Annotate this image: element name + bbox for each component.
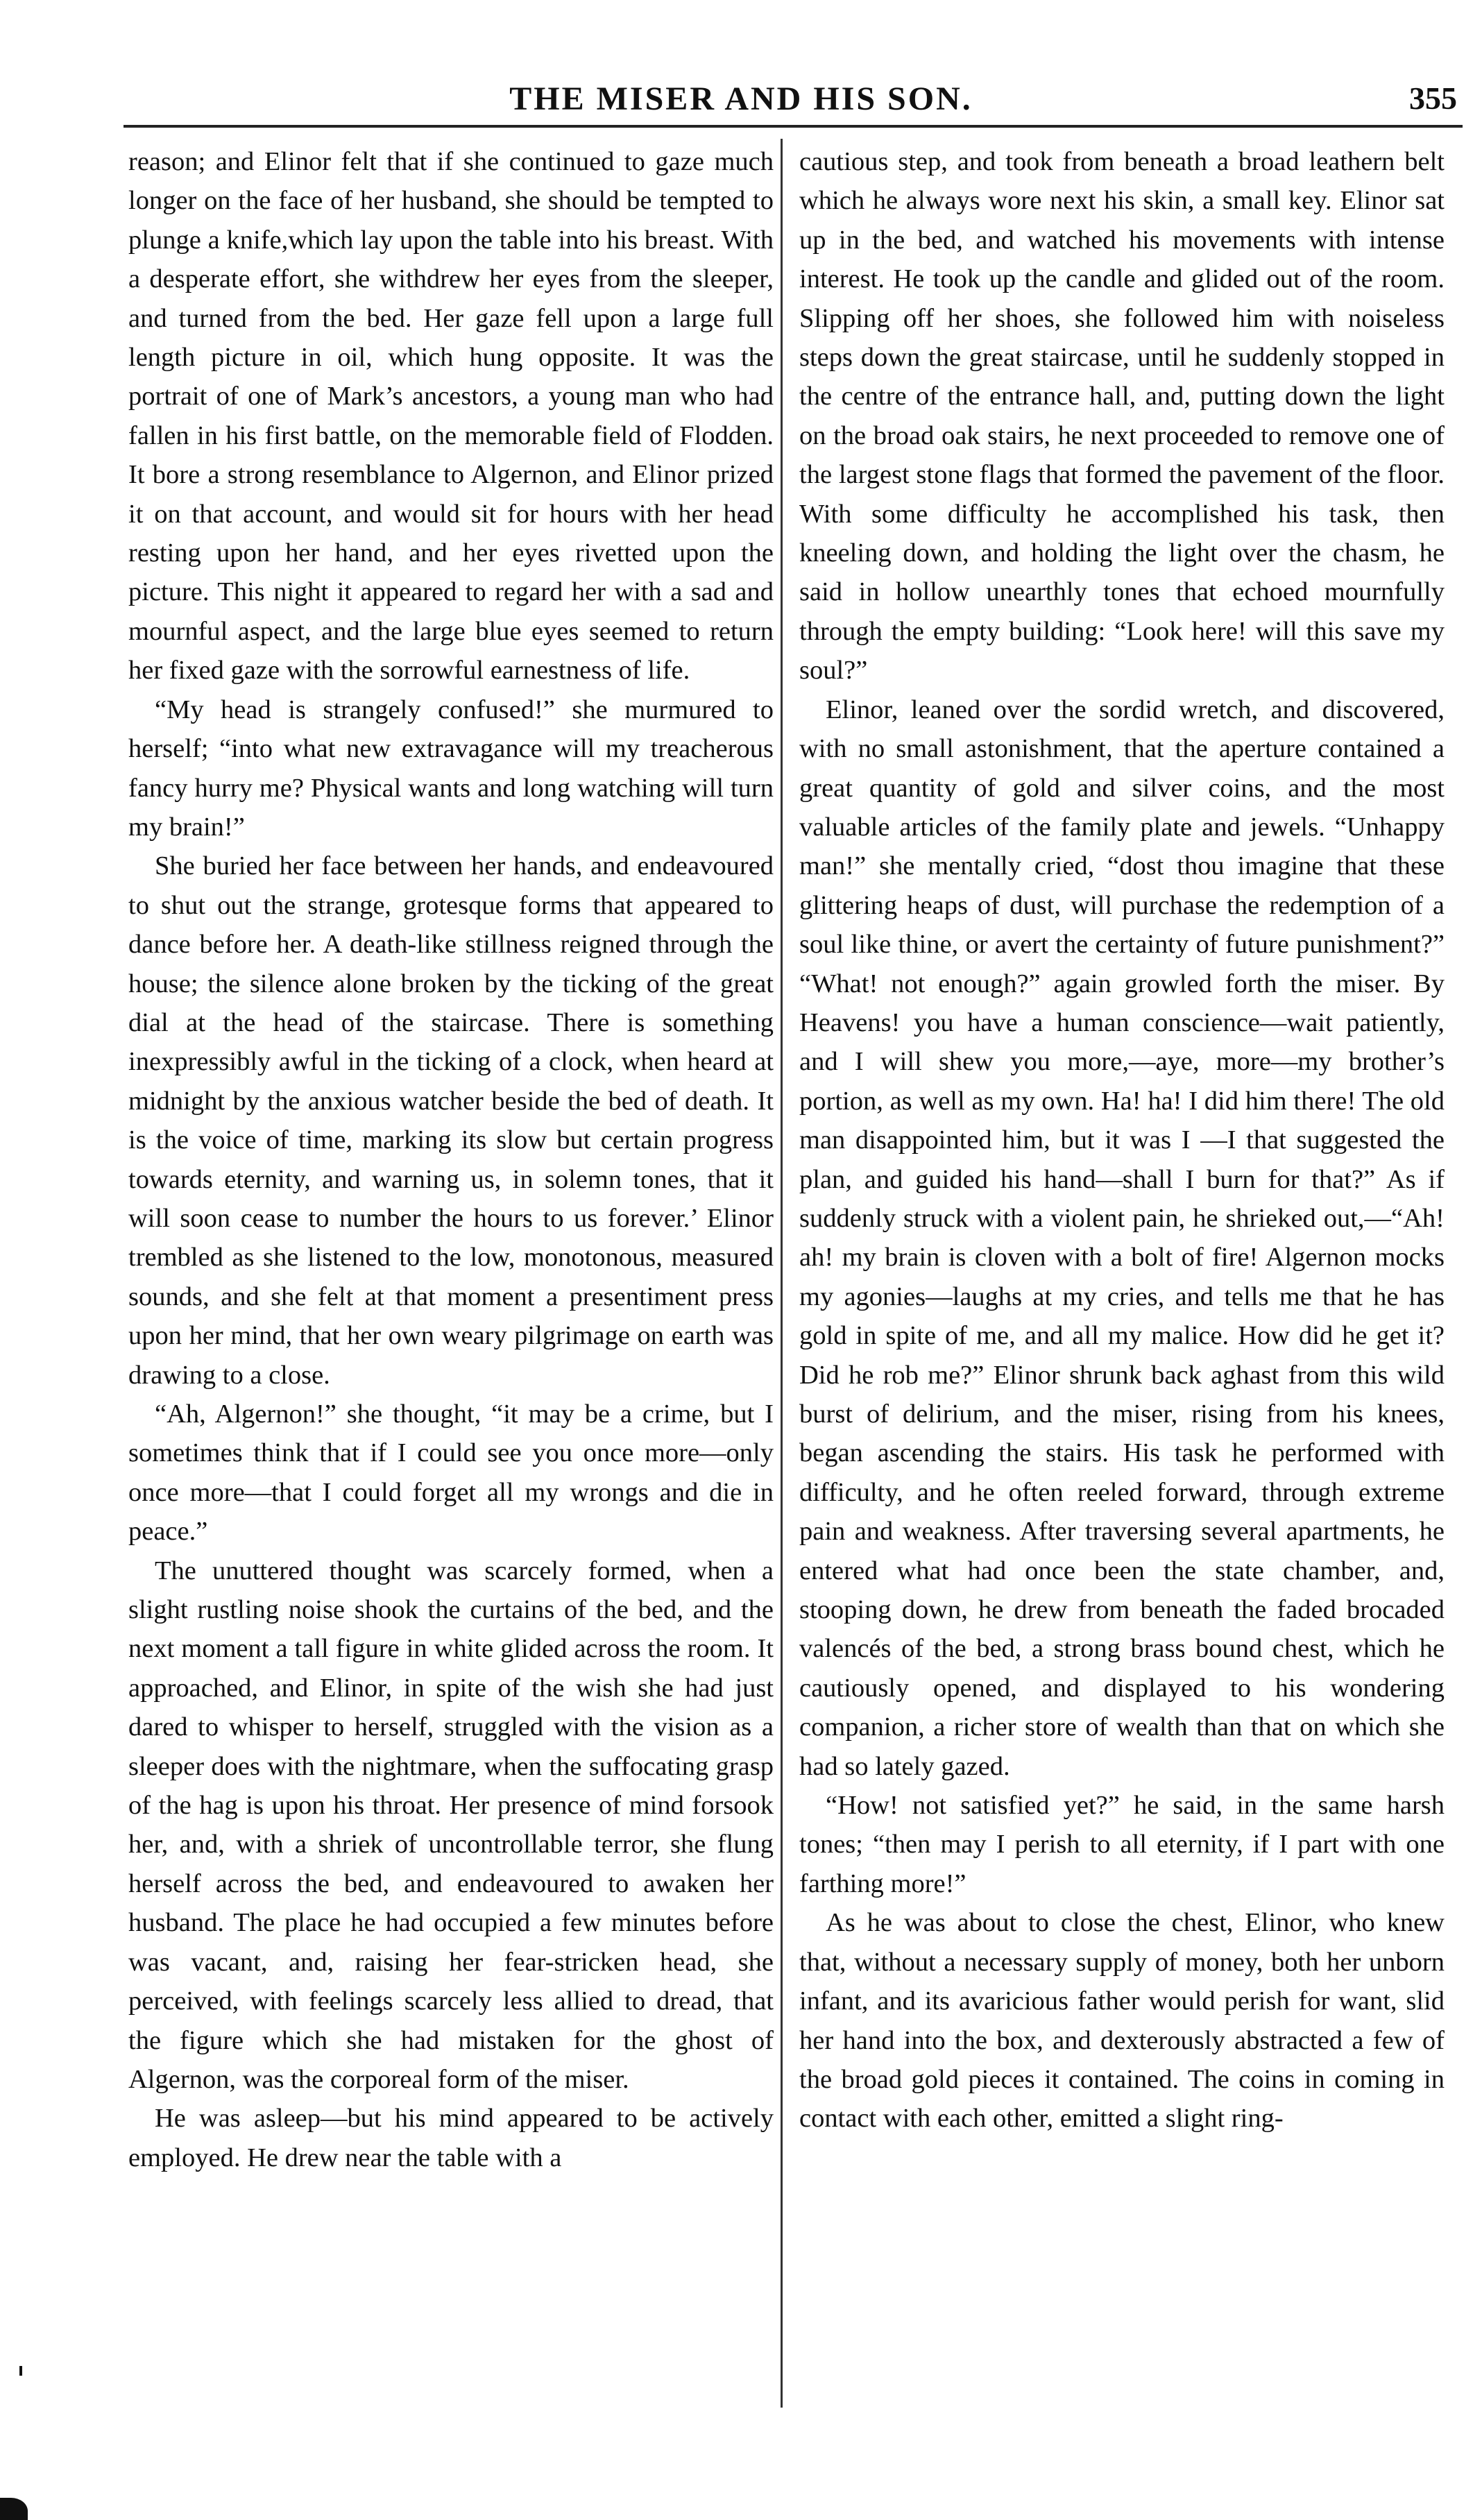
paragraph: reason; and Elinor felt that if she continued to gaze much longer on the face of her husband, she should be tempted to plunge a knife,which lay upon the table into his breast. With a desperate effort, she withdrew her eyes from the sleeper, and turned from the bed. Her gaze fell upon a large full length picture in oil, which hung opposite. It was the portrait of one of Mark’s ancestors, a young man who had fallen in his first battle, on the memorable field of Flodden. It bore a strong resemblance to Algernon, and Elinor prized it on that account, and would sit for hours with her head resting upon her hand, and her eyes rivetted upon the picture. This night it appeared to regard her with a sad and mournful aspect, and the large blue eyes seemed to return her fixed gaze with the sorrowful earnestness of life. [128, 147, 774, 686]
left-column [128, 142, 774, 2177]
paragraph: The unuttered thought was scarcely formed, when a slight rustling noise shook the curtains of the bed, and the next moment a tall figure in white glided across the room. It approached, and Elinor, in spite of the wish she had just dared to whisper to herself, struggled with the vision as a sleeper does with the nightmare, when the suffocating grasp of the hag is upon his throat. Her presence of mind forsook her, and, with a shriek of uncontrollable terror, she flung herself across the bed, and endeavoured to awaken her husband. The place he had occupied a few minutes before was vacant, and, raising her fear-stricken head, she perceived, with feelings scarcely less allied to dread, that the figure which she had mistaken for the ghost of Algernon, was the corporeal form of the miser. [128, 1556, 774, 2094]
paragraph: “Ah, Algernon!” she thought, “it may be a crime, but I sometimes think that if I could see you once more—only once more—that I could forget all my wrongs and die in peace.” [128, 1399, 774, 1547]
ink-speck [0, 2498, 28, 2520]
paragraph: He was asleep—but his mind appeared to be actively employed. He drew near the table with a [128, 2104, 774, 2172]
paragraph: “How! not satisfied yet?” he said, in the same harsh tones; “then may I perish to all eternity, if I part with one farthing more!” [799, 1791, 1445, 1898]
ink-speck [19, 2366, 22, 2376]
paragraph: cautious step, and took from beneath a broad leathern belt which he always wore next his skin, a small key. Elinor sat up in the bed, and watched his movements with intense interest. He took up the candle and glided out of the room. Slipping off her shoes, she followed him with noiseless steps down the great staircase, until he suddenly stopped in the centre of the entrance hall, and, putting down the light on the broad oak stairs, he next proceeded to remove one of the largest stone flags that formed the pavement of the floor. With some difficulty he accomplished his task, then kneeling down, and holding the light over the chasm, he said in hollow unearthly tones that echoed mournfully through the empty building: “Look here! will this save my soul?” [799, 147, 1445, 686]
paragraph: She buried her face between her hands, and endeavoured to shut out the strange, grotesque forms that appeared to dance before her. A death-like stillness reigned through the house; the silence alone broken by the ticking of the great dial at the head of the staircase. There is something inexpressibly awful in the ticking of a clock, when heard at midnight by the anxious watcher beside the bed of death. It is the voice of time, marking its slow but certain progress towards eternity, and warning us, in solemn tones, that it will soon cease to number the hours to us forever.’ Elinor trembled as she listened to the low, monotonous, measured sounds, and she felt at that moment a presentiment press upon her mind, that her own weary pilgrimage on earth was drawing to a close. [128, 851, 774, 1390]
header-rule [124, 125, 1463, 128]
paragraph: As he was about to close the chest, Elinor, who knew that, without a necessary supply of money, both her unborn infant, and its avaricious father would perish for want, slid her hand into the box, and dexterously abstracted a few of the broad gold pieces it contained. The coins in coming in contact with each other, emitted a slight ring- [799, 1908, 1445, 2134]
paragraph: Elinor, leaned over the sordid wretch, and discovered, with no small astonishment, that the aperture contained a great quantity of gold and silver coins, and the most valuable articles of the family plate and jewels. “Unhappy man!” she mentally cried, “dost thou imagine that these glittering heaps of dust, will purchase the redemption of a soul like thine, or avert the certainty of future punishment?” “What! not enough?” again growled forth the miser. By Heavens! you have a human conscience—wait patiently, and I will shew you more,—aye, more—my brother’s portion, as well as my own. Ha! ha! I did him there! The old man disappointed him, but it was I —I that suggested the plan, and guided his hand—shall I burn for that?” As if suddenly struck with a violent pain, he shrieked out,—“Ah! ah! my brain is cloven with a bolt of fire! Algernon mocks my agonies—laughs at my cries, and tells me that he has gold in spite of me, and all my malice. How did he get it? Did he rob me?” Elinor shrunk back aghast from this wild burst of delirium, and the miser, rising from his knees, began ascending the stairs. His task he performed with difficulty, and he often reeled forward, through extreme pain and weakness. After traversing several apartments, he entered what had once been the state chamber, and, stooping down, he drew from beneath the faded brocaded valencés of the bed, a strong brass bound chest, which he cautiously opened, and displayed to his wondering companion, a richer store of wealth than that on which she had so lately gazed. [799, 695, 1445, 1781]
right-column [799, 142, 1445, 2138]
paragraph: “My head is strangely confused!” she murmured to herself; “into what new extravagance will my treacherous fancy hurry me? Physical wants and long watching will turn my brain!” [128, 695, 774, 842]
page-number: 355 [1409, 80, 1457, 116]
running-header-title: THE MISER AND HIS SON. [509, 80, 973, 117]
column-divider [781, 139, 783, 2408]
